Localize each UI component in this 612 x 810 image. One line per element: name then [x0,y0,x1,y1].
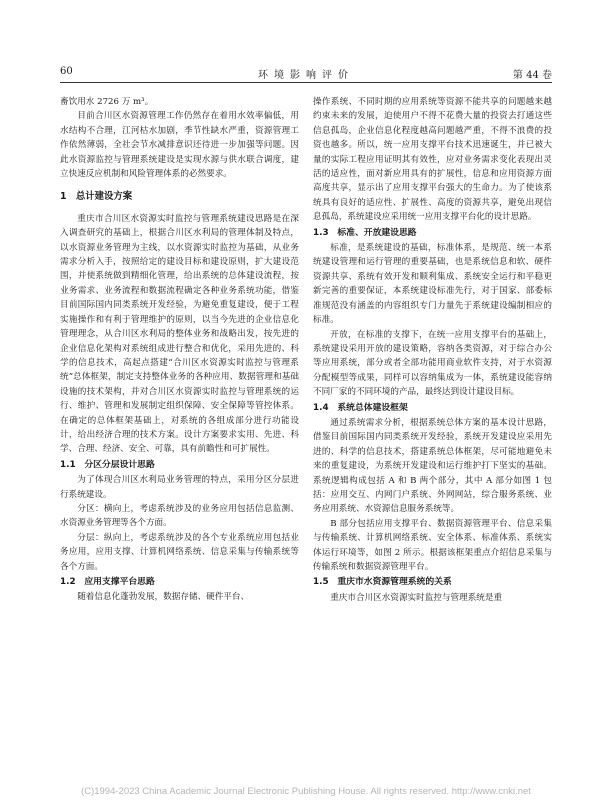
paragraph: 重庆市合川区水资源实时监控与管理系统建设思路是在深入调查研究的基础上，根据合川区水利局的管理体制及特点，以水资源业务管理为主线，以水资源实时监控为基础，从业务需求分析入手，按照给定的建设目标和建设原则，扩大建设范围，并使系统做到精细化管理，给出系统的总体建设流程，按业务需求、业务流程和数据流程确定各种业务系统功能，借鉴目前国际国内同类系统开发经验，为避免重复建设，便于工程实施操作和有利于管理维护的原则，以当今先进的企业信息化管理理念，从合川区水利局的整体业务和战略出发，按先进的企业信息化架构对系统组成进行整合和优化，采用先进的、科学的信息技术，高起点搭建“合川区水资源实时监控与管理系统”总体框架，制定支持整体业务的各种应用、数据管理和基础设施的技术架构，并对合川区水资源实时监控与管理系统的运行、维护、管理和发展制定组织保障、安全保障等管控体系。在确定的总体框架基础上，对系统的各组成部分进行功能设计，给出经济合理的技术方案。设计方案要求实用、先进、科学、合理、经济、安全、可靠，具有前瞻性和可扩展性。 [60,213,299,455]
header-rule [60,82,552,83]
right-column [313,95,552,605]
paragraph: 随着信息化蓬勃发展，数据存储、硬件平台、 [77,592,250,603]
running-header [60,66,552,80]
left-column [60,95,299,605]
paragraph: 通过系统需求分析，根据系统总体方案的基本设计思路，借鉴目前国际国内同类系统开发经验，系统开发建设应采用先进的、科学的信息技术，搭建系统总体框架，尽可能地避免未来的重复建设，为系统开发建设和运行维护打下坚实的基础。系统逻辑构成包括 A 和 B 两个部分，其中 A 部分如图 1 包括：应用交互、内网门户系统、外网网站，综合服务系统、业务应用系统、水资源信息服务系统等。 [313,417,552,515]
paragraph: B 部分包括应用支撑平台、数据资源管理平台、信息采集与传输系统、计算机网络系统、安全体系、标准体系、系统实体运行环境等，如图 2 所示。根据该框架重点介绍信息采集与传输系统和数据资源管理平台。 [313,518,552,572]
paragraph: 标准，是系统建设的基础，标准体系，是规范、统一本系统建设管理和运行管理的重要基础，也是系统信息和软、硬件资源共享、系统有效开发和顺利集成、系统安全运行和平稳更新完善的重要保证，本系统建设标准先行，对于国家、部委标准规范没有涵盖的内容组织专门力量先于系统建设编制相应的标准。 [313,243,552,326]
paragraph: 操作系统、不同时期的应用系统等资源不能共享的问题越来越约束未来的发展，迫使用户不得不花费大量的投资去打通这些信息孤岛，企业信息化程度越高问题越严重，不得不浪费的投资也越多。所以，统一应用支撑平台技术迅速诞生，并已被大量的实际工程应用证明其有效性，应对业务需求变化表现出灵活的适应性，面对新应用具有的扩展性，信息和应用资源方面高度共享，显示出了应用支撑平台强大的生命力。为了使该系统具有良好的适应性、扩展性、高度的资源共享，避免出现信息孤岛，系统建设应采用统一应用支撑平台化的设计思路。 [313,97,552,223]
subsection-heading: 1.1 分区分层设计思路 [60,459,155,470]
page-number: 60 [60,66,73,77]
copyright-footer: (C)1994-2023 China Academic Journal Electronic Publishing House. All rights reserved. http://www.cnki.net [81,786,531,797]
subsection-heading: 1.2 应用支撑平台思路 [60,577,155,587]
paragraph: 分层：纵向上，考虑系统涉及的各个专业系统应用包括业务应用，应用支撑、计算机网络系统、信息采集与传输系统等各个方面。 [60,532,299,572]
volume-label: 第 44 卷 [512,70,552,81]
paragraph: 为了体现合川区水利局业务管理的特点，采用分区分层进行系统建设。 [60,475,299,500]
paragraph: 重庆市合川区水资源实时监控与管理系统是重 [330,592,503,603]
journal-title: 环境影响评价 [258,70,354,81]
paragraph: 开放，在标准的支撑下，在统一应用支撑平台的基础上，系统建设采用开放的建设策略，容纳各类资源，对于综合办公等应用系统，部分或者全部功能用商业软件支持，对于水资源分配模型等成果，同样可以容纳集成为一体，系统建设能容纳不同厂家的不同环境的产品，最终达到设计建设目标。 [313,329,552,398]
paragraph: 畜饮用水 2726 万 m³。 [60,97,154,107]
subsection-heading: 1.5 重庆市水资源管理系统的关系 [313,577,452,588]
paragraph: 目前合川区水资源管理工作仍然存在着用水效率偏低，用水结构不合理，江河枯水加剧，季节性缺水严重，资源管理工作依然薄弱，全社会节水减排意识还待进一步加强等问题。因此水资源监控与管理系统建设是实现水源与供水联合调度，建立快速反应机制和风险管理体系的必然要求。 [60,111,299,180]
section-heading: 1 总计建设方案 [60,191,133,203]
subsection-heading: 1.4 系统总体建设框架 [313,402,408,413]
subsection-heading: 1.3 标准、开放建设思路 [313,227,417,238]
paragraph: 分区：横向上，考虑系统涉及的业务应用包括信息监测、水资源业务管理等各个方面。 [60,503,299,529]
